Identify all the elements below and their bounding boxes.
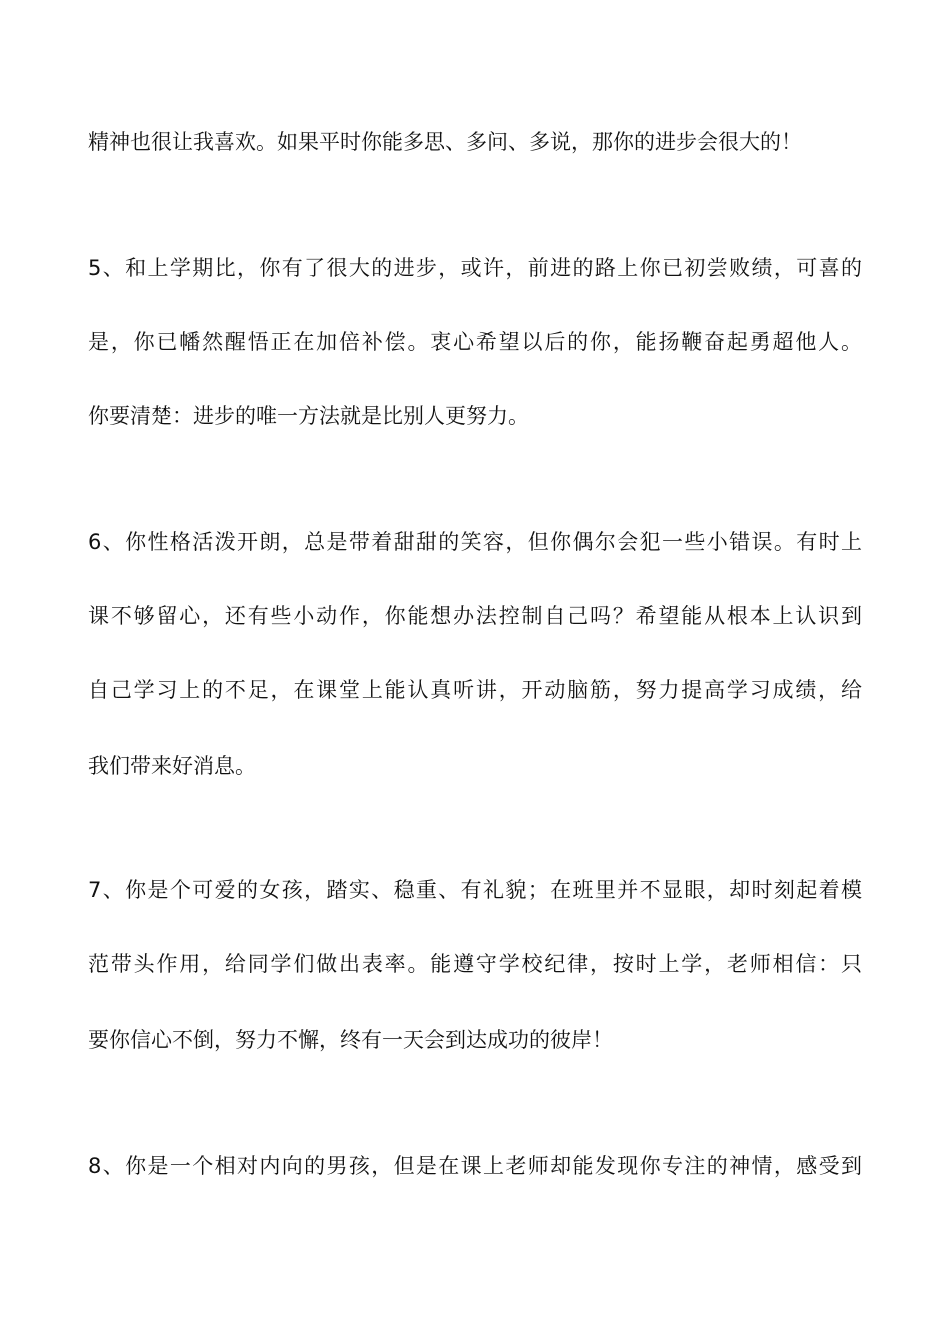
text-line: 精神也很让我喜欢。如果平时你能多思、多问、多说，那你的进步会很大的！ — [88, 130, 802, 154]
text-line: 5、和上学期比，你有了很大的进步，或许，前进的路上你已初尝败绩，可喜的 — [88, 256, 862, 280]
text-line: 6、你性格活泼开朗，总是带着甜甜的笑容，但你偶尔会犯一些小错误。有时上 — [88, 530, 862, 554]
text-line: 你要清楚：进步的唯一方法就是比别人更努力。 — [88, 404, 529, 428]
text-line: 自己学习上的不足，在课堂上能认真听讲，开动脑筋，努力提高学习成绩，给 — [88, 678, 862, 702]
text-line: 是，你已幡然醒悟正在加倍补偿。衷心希望以后的你，能扬鞭奋起勇超他人。 — [88, 330, 862, 354]
text-line: 课不够留心，还有些小动作，你能想办法控制自己吗？希望能从根本上认识到 — [88, 604, 862, 628]
text-line: 我们带来好消息。 — [88, 754, 256, 778]
text-line: 8、你是一个相对内向的男孩，但是在课上老师却能发现你专注的神情，感受到 — [88, 1154, 862, 1178]
text-line: 范带头作用，给同学们做出表率。能遵守学校纪律，按时上学，老师相信：只 — [88, 952, 862, 976]
text-line: 7、你是个可爱的女孩，踏实、稳重、有礼貌；在班里并不显眼，却时刻起着模 — [88, 878, 862, 902]
text-line: 要你信心不倒，努力不懈，终有一天会到达成功的彼岸！ — [88, 1028, 613, 1052]
